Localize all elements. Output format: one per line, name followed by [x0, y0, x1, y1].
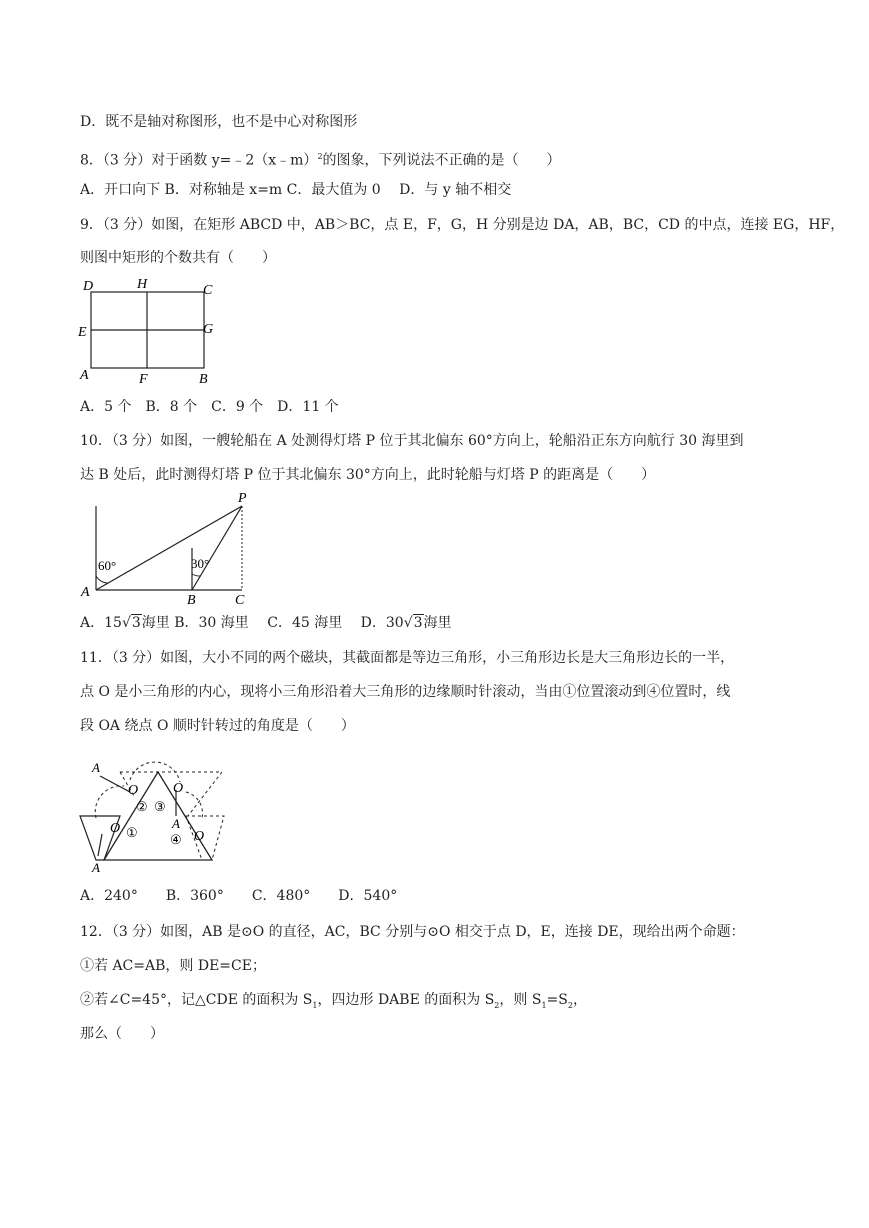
q11-position-4: ④ — [170, 832, 182, 847]
q10-label-b: B — [187, 593, 196, 608]
q8-stem-exponent: 2 — [317, 152, 323, 161]
q12-prop2-sub-4: 2 — [567, 1000, 573, 1010]
q11-arc-2 — [130, 762, 180, 782]
q8-options: A．开口向下 B．对称轴是 x=m C．最大值为 0 D．与 y 轴不相交 — [80, 182, 512, 198]
q8-stem — [80, 147, 561, 171]
q12-prop2-part-d: =S — [546, 992, 568, 1008]
q9-label-d: D — [83, 279, 94, 294]
q10-option-d-radicand: 3 — [413, 615, 423, 631]
q9-rectangle-figure — [75, 276, 225, 388]
q12-proposition-2 — [80, 990, 587, 1016]
q11-position-3: ③ — [154, 799, 166, 814]
q9-label-g: G — [203, 322, 214, 337]
q9-label-a: A — [80, 368, 89, 383]
q10-stem-line1: 10．（3 分）如图，一艘轮船在 A 处测得灯塔 P 位于其北偏东 60°方向上，轮船沿正东方向航行 30 海里到 — [80, 433, 744, 449]
q12-prop2-part-a: ②若∠C=45°，记△CDE 的面积为 S — [80, 992, 313, 1008]
q11-segment-oa-left — [98, 834, 102, 856]
q12-tail: 那么（ ） — [80, 1026, 164, 1042]
q10-label-p: P — [238, 491, 247, 506]
q9-label-c: C — [203, 283, 213, 298]
q11-label-a-left: A — [92, 860, 100, 875]
q10-angle-label-a: 60° — [98, 558, 117, 573]
q11-arc-3 — [186, 792, 203, 818]
q10-angle-arc-a — [96, 576, 108, 583]
q11-stem-line1: 11．（3 分）如图，大小不同的两个磁块，其截面都是等边三角形，小三角形边长是大三角形边长的一半， — [80, 650, 735, 666]
q10-segment-ap — [96, 506, 242, 590]
q12-stem: 12．（3 分）如图，AB 是⊙O 的直径，AC，BC 分别与⊙O 相交于点 D，E，连接 DE，现给出两个命题： — [80, 924, 745, 940]
q11-position-2: ② — [136, 799, 148, 814]
q9-label-f: F — [139, 372, 148, 387]
q12-proposition-1: ①若 AC=AB，则 DE=CE； — [80, 958, 266, 974]
q11-options: A．240° B．360° C．480° D．540° — [80, 888, 398, 904]
q12-prop2-part-e: ， — [572, 992, 587, 1008]
q10-option-d-radical: √3 — [403, 615, 423, 631]
q11-stem-line2: 点 O 是小三角形的内心，现将小三角形沿着大三角形的边缘顺时针滚动，当由①位置滚动到④位置时，线 — [80, 684, 731, 700]
q11-label-o-top: O — [128, 783, 139, 798]
q10-label-a: A — [81, 585, 90, 600]
q11-label-a-top: A — [92, 760, 100, 775]
q12-prop2-part-c: ，则 S — [499, 992, 542, 1008]
q11-arc-1 — [95, 786, 124, 818]
q10-angle-label-b: 30° — [191, 556, 210, 571]
q11-stem-line3: 段 OA 绕点 O 顺时针转过的角度是（ ） — [80, 718, 355, 734]
q10-angle-arc-b — [192, 574, 201, 576]
q11-label-o-mid: O — [173, 781, 184, 796]
q9-stem-line2: 则图中矩形的个数共有（ ） — [80, 250, 276, 266]
q10-option-d-suffix: 海里 — [423, 615, 452, 631]
q10-option-text: 海里 B．30 海里 C．45 海里 D．30 — [141, 615, 404, 631]
q12-prop2-sub-3: 1 — [541, 1000, 547, 1010]
q10-navigation-figure — [78, 486, 256, 608]
q11-dashed-right — [188, 772, 222, 816]
q9-options: A．5 个 B．8 个 C．9 个 D．11 个 — [80, 399, 339, 415]
q10-segment-bp — [192, 506, 242, 590]
q10-option-a-radical: √3 — [121, 615, 141, 631]
q9-label-h: H — [137, 277, 148, 292]
q11-small-triangle-right — [186, 816, 224, 860]
q11-segment-oa-top — [100, 776, 130, 792]
q9-stem-line1: 9．（3 分）如图，在矩形 ABCD 中，AB＞BC，点 E，F，G，H 分别是边 DA，AB，BC，CD 的中点，连接 EG，HF， — [80, 217, 845, 233]
q12-prop2-sub-1: 1 — [312, 1000, 318, 1010]
q7-option-d: D．既不是轴对称图形，也不是中心对称图形 — [80, 114, 358, 130]
q10-options — [80, 613, 452, 633]
q11-position-1: ① — [126, 825, 138, 840]
q11-label-o-left: O — [110, 821, 121, 836]
q11-label-a-mid: A — [172, 816, 180, 831]
q10-option-a-radicand: 3 — [131, 615, 141, 631]
q12-prop2-sub-2: 2 — [494, 1000, 500, 1010]
q11-rolling-triangle-figure — [76, 752, 228, 878]
q9-label-e: E — [78, 325, 87, 340]
q12-prop2-part-b: ，四边形 DABE 的面积为 S — [317, 992, 495, 1008]
q9-label-b: B — [199, 372, 208, 387]
q8-stem-suffix: 的图象，下列说法不正确的是（ ） — [322, 152, 561, 169]
q8-stem-prefix: 8．（3 分）对于函数 y=﹣2（x﹣m） — [80, 152, 318, 169]
q10-stem-line2: 达 B 处后，此时测得灯塔 P 位于其北偏东 30°方向上，此时轮船与灯塔 P 的距离是（ ） — [80, 467, 656, 483]
q10-label-c: C — [235, 593, 245, 608]
q10-option-a-prefix: A．15 — [80, 615, 122, 631]
q11-label-o-right: O — [194, 829, 205, 844]
